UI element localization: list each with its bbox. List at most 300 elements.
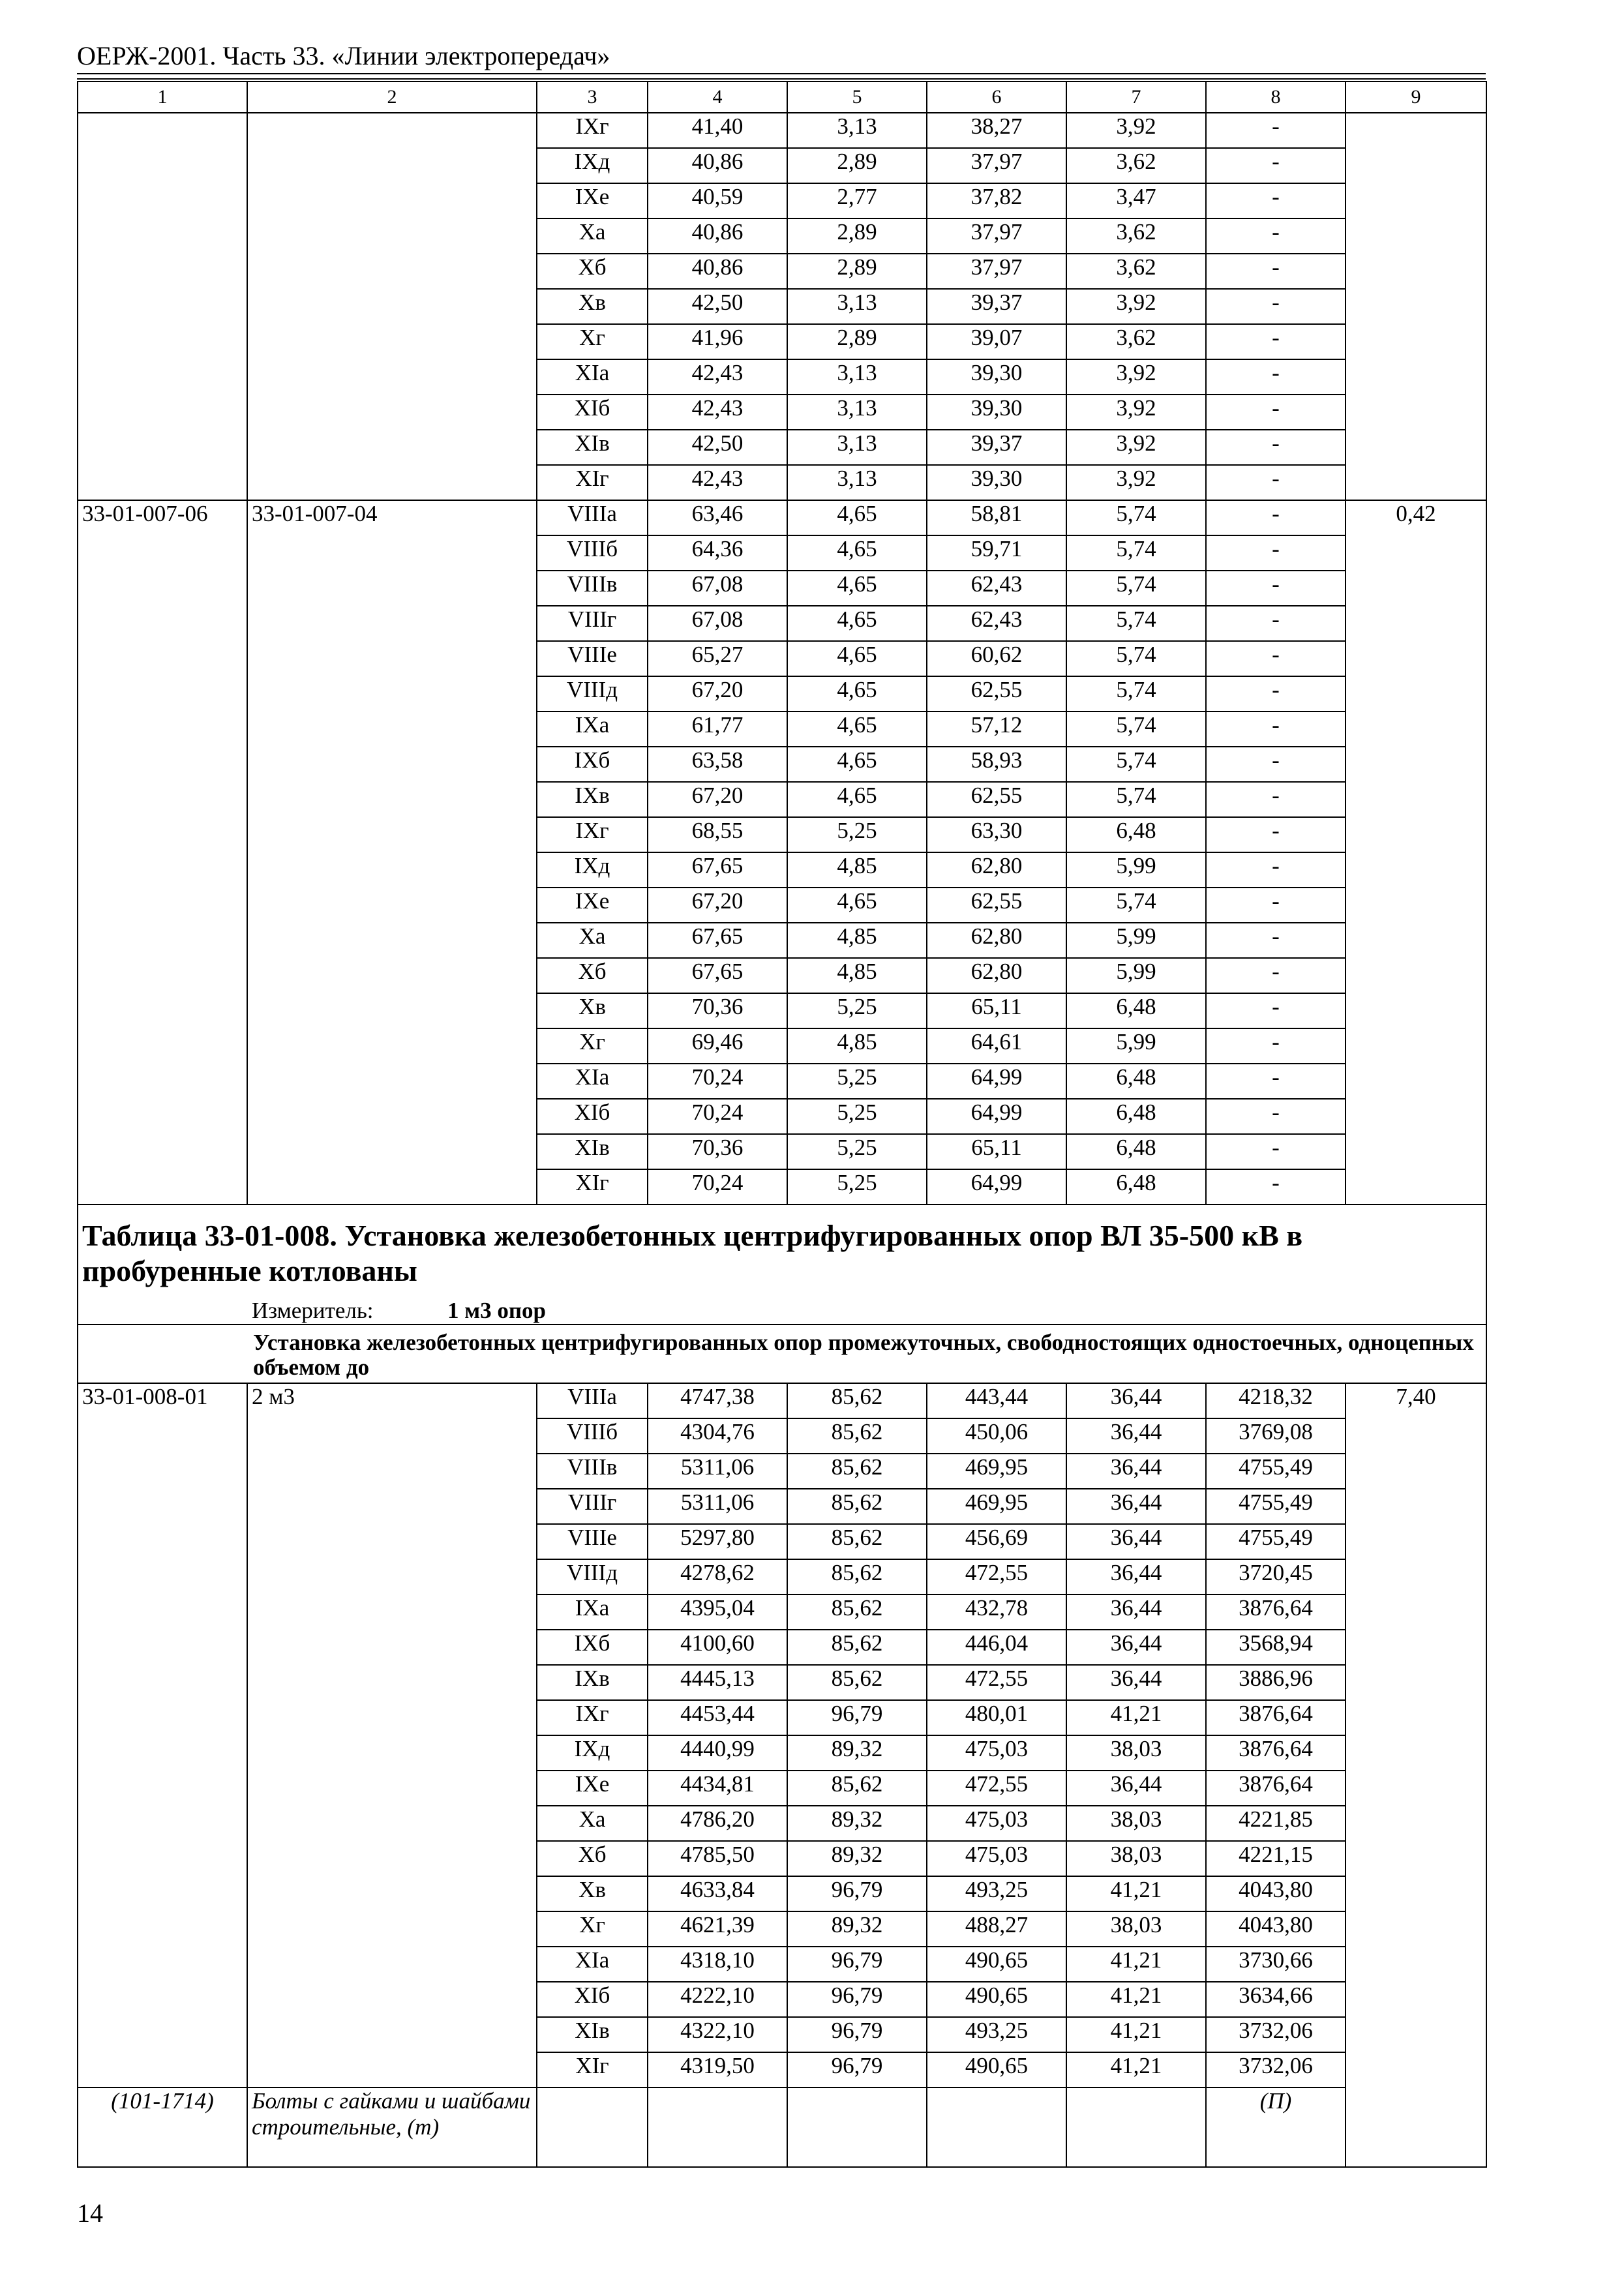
wages-cell: 2,89: [787, 148, 927, 183]
materials-cell: -: [1206, 641, 1346, 676]
region-cell: VIIIб: [537, 1418, 648, 1454]
materials-cell: -: [1206, 430, 1346, 465]
wages-cell: 85,62: [787, 1524, 927, 1559]
column-number: 8: [1206, 82, 1346, 113]
wages-cell: 85,62: [787, 1489, 927, 1524]
machines-cell: 472,55: [927, 1771, 1066, 1806]
machinist-wages-cell: 41,21: [1066, 2052, 1206, 2087]
wages-cell: 4,85: [787, 1028, 927, 1064]
machinist-wages-cell: 5,74: [1066, 711, 1206, 747]
region-cell: Xг: [537, 324, 648, 359]
wages-cell: 89,32: [787, 1806, 927, 1841]
region-cell: VIIIа: [537, 500, 648, 535]
machines-cell: 64,99: [927, 1169, 1066, 1204]
region-cell: XIв: [537, 2017, 648, 2052]
machinist-wages-cell: 5,74: [1066, 535, 1206, 571]
machines-cell: 480,01: [927, 1700, 1066, 1735]
table-title: Таблица 33-01-008. Установка железобетонных центрифугированных опор ВЛ 35-500 кВ в пробуренные котлованы: [78, 1204, 1486, 1291]
empty-cell: [787, 2087, 927, 2167]
wages-cell: 96,79: [787, 1876, 927, 1911]
materials-cell: -: [1206, 993, 1346, 1028]
total-cost-cell: 64,36: [648, 535, 787, 571]
machines-cell: 493,25: [927, 2017, 1066, 2052]
empty-cell: [648, 2087, 787, 2167]
wages-cell: 2,89: [787, 254, 927, 289]
materials-cell: -: [1206, 535, 1346, 571]
machinist-wages-cell: 36,44: [1066, 1559, 1206, 1594]
region-cell: XIг: [537, 2052, 648, 2087]
machinist-wages-cell: 5,99: [1066, 923, 1206, 958]
region-cell: VIIIд: [537, 1559, 648, 1594]
materials-cell: 3876,64: [1206, 1594, 1346, 1630]
machines-cell: 62,80: [927, 852, 1066, 888]
region-cell: IXб: [537, 747, 648, 782]
wages-cell: 3,13: [787, 430, 927, 465]
wages-cell: 85,62: [787, 1559, 927, 1594]
machines-cell: 472,55: [927, 1665, 1066, 1700]
region-cell: VIIIд: [537, 676, 648, 711]
total-cost-cell: 63,58: [648, 747, 787, 782]
total-cost-cell: 5311,06: [648, 1489, 787, 1524]
total-cost-cell: 4395,04: [648, 1594, 787, 1630]
machinist-wages-cell: 5,74: [1066, 500, 1206, 535]
region-cell: IXе: [537, 888, 648, 923]
materials-cell: 4755,49: [1206, 1489, 1346, 1524]
machinist-wages-cell: 3,92: [1066, 430, 1206, 465]
total-cost-cell: 4633,84: [648, 1876, 787, 1911]
machinist-wages-cell: 41,21: [1066, 1947, 1206, 1982]
total-cost-cell: 40,86: [648, 218, 787, 254]
materials-cell: -: [1206, 817, 1346, 852]
machinist-wages-cell: 41,21: [1066, 1876, 1206, 1911]
wages-cell: 85,62: [787, 1454, 927, 1489]
code-cell: 33-01-007-06: [78, 500, 247, 1204]
region-cell: Xв: [537, 993, 648, 1028]
total-cost-cell: 70,24: [648, 1169, 787, 1204]
machinist-wages-cell: 3,62: [1066, 324, 1206, 359]
machinist-wages-cell: 5,74: [1066, 676, 1206, 711]
region-cell: Xв: [537, 289, 648, 324]
materials-cell: -: [1206, 958, 1346, 993]
total-cost-cell: 40,86: [648, 254, 787, 289]
total-cost-cell: 70,36: [648, 1134, 787, 1169]
region-cell: Xб: [537, 1841, 648, 1876]
wages-cell: 3,13: [787, 465, 927, 500]
materials-cell: -: [1206, 852, 1346, 888]
wages-cell: 4,65: [787, 888, 927, 923]
total-cost-cell: 40,86: [648, 148, 787, 183]
machinist-wages-cell: 41,21: [1066, 1982, 1206, 2017]
machines-cell: 58,93: [927, 747, 1066, 782]
materials-cell: 4221,15: [1206, 1841, 1346, 1876]
machines-cell: 37,97: [927, 254, 1066, 289]
materials-cell: 3876,64: [1206, 1700, 1346, 1735]
machinist-wages-cell: 3,92: [1066, 359, 1206, 395]
machines-cell: 64,61: [927, 1028, 1066, 1064]
wages-cell: 4,65: [787, 782, 927, 817]
materials-cell: -: [1206, 888, 1346, 923]
machines-cell: 39,30: [927, 465, 1066, 500]
wages-cell: 3,13: [787, 289, 927, 324]
machines-cell: 39,30: [927, 359, 1066, 395]
machinist-wages-cell: 5,74: [1066, 571, 1206, 606]
wages-cell: 4,85: [787, 958, 927, 993]
wages-cell: 4,65: [787, 747, 927, 782]
materials-cell: -: [1206, 1064, 1346, 1099]
machines-cell: 57,12: [927, 711, 1066, 747]
machines-cell: 39,37: [927, 289, 1066, 324]
machinist-wages-cell: 36,44: [1066, 1454, 1206, 1489]
wages-cell: 4,65: [787, 500, 927, 535]
materials-cell: 3732,06: [1206, 2017, 1346, 2052]
machinist-wages-cell: 5,99: [1066, 852, 1206, 888]
machines-cell: 432,78: [927, 1594, 1066, 1630]
machinist-wages-cell: 5,74: [1066, 782, 1206, 817]
region-cell: VIIIг: [537, 1489, 648, 1524]
machinist-wages-cell: 36,44: [1066, 1383, 1206, 1418]
machines-cell: 38,27: [927, 113, 1066, 148]
machinist-wages-cell: 36,44: [1066, 1524, 1206, 1559]
machines-cell: 62,80: [927, 958, 1066, 993]
total-cost-cell: 42,43: [648, 359, 787, 395]
region-cell: IXд: [537, 1735, 648, 1771]
total-cost-cell: 67,08: [648, 571, 787, 606]
wages-cell: 85,62: [787, 1771, 927, 1806]
materials-cell: -: [1206, 289, 1346, 324]
region-cell: Xг: [537, 1911, 648, 1947]
region-cell: XIа: [537, 1064, 648, 1099]
machines-cell: 475,03: [927, 1735, 1066, 1771]
wages-cell: 89,32: [787, 1735, 927, 1771]
table-row: [78, 500, 1486, 535]
materials-cell: 3568,94: [1206, 1630, 1346, 1665]
materials-cell: -: [1206, 218, 1346, 254]
machinist-wages-cell: 41,21: [1066, 1700, 1206, 1735]
empty-cell: [537, 2087, 648, 2167]
total-cost-cell: 42,50: [648, 289, 787, 324]
wages-cell: 85,62: [787, 1630, 927, 1665]
machinist-wages-cell: 5,99: [1066, 958, 1206, 993]
materials-cell: -: [1206, 359, 1346, 395]
total-cost-cell: 41,40: [648, 113, 787, 148]
total-cost-cell: 65,27: [648, 641, 787, 676]
wages-cell: 89,32: [787, 1911, 927, 1947]
materials-cell: -: [1206, 923, 1346, 958]
machinist-wages-cell: 3,62: [1066, 218, 1206, 254]
region-cell: IXг: [537, 113, 648, 148]
total-cost-cell: 41,96: [648, 324, 787, 359]
materials-cell: 4043,80: [1206, 1911, 1346, 1947]
materials-cell: 4755,49: [1206, 1454, 1346, 1489]
wages-cell: 96,79: [787, 2017, 927, 2052]
materials-cell: 4043,80: [1206, 1876, 1346, 1911]
wages-cell: 4,65: [787, 535, 927, 571]
machinist-wages-cell: 3,62: [1066, 254, 1206, 289]
rates-table: [77, 81, 1487, 2168]
total-cost-cell: 42,43: [648, 465, 787, 500]
machines-cell: 488,27: [927, 1911, 1066, 1947]
total-cost-cell: 4621,39: [648, 1911, 787, 1947]
machinist-wages-cell: 36,44: [1066, 1630, 1206, 1665]
machines-cell: 456,69: [927, 1524, 1066, 1559]
table-row: [78, 1383, 1486, 1418]
total-cost-cell: 70,24: [648, 1099, 787, 1134]
material-row: [78, 2087, 1486, 2167]
materials-cell: -: [1206, 782, 1346, 817]
empty-cell: [927, 2087, 1066, 2167]
materials-cell: 4221,85: [1206, 1806, 1346, 1841]
total-cost-cell: 4747,38: [648, 1383, 787, 1418]
materials-cell: -: [1206, 1099, 1346, 1134]
material-code-cell: (101-1714): [78, 2087, 247, 2167]
machines-cell: 39,07: [927, 324, 1066, 359]
machinist-wages-cell: 36,44: [1066, 1594, 1206, 1630]
wages-cell: 89,32: [787, 1841, 927, 1876]
total-cost-cell: 4222,10: [648, 1982, 787, 2017]
region-cell: VIIIа: [537, 1383, 648, 1418]
machinist-wages-cell: 5,74: [1066, 641, 1206, 676]
wages-cell: 5,25: [787, 993, 927, 1028]
total-cost-cell: 67,08: [648, 606, 787, 641]
machinist-wages-cell: 6,48: [1066, 817, 1206, 852]
machinist-wages-cell: 3,62: [1066, 148, 1206, 183]
machinist-wages-cell: 5,99: [1066, 1028, 1206, 1064]
wages-cell: 4,65: [787, 641, 927, 676]
region-cell: VIIIе: [537, 1524, 648, 1559]
wages-cell: 4,65: [787, 676, 927, 711]
wages-cell: 5,25: [787, 1064, 927, 1099]
materials-cell: -: [1206, 148, 1346, 183]
region-cell: VIIIв: [537, 571, 648, 606]
region-cell: IXд: [537, 148, 648, 183]
region-cell: XIг: [537, 465, 648, 500]
wages-cell: 3,13: [787, 395, 927, 430]
machinist-wages-cell: 38,03: [1066, 1841, 1206, 1876]
column-number: 2: [247, 82, 537, 113]
materials-cell: -: [1206, 747, 1346, 782]
region-cell: IXг: [537, 817, 648, 852]
measure-cell: [78, 1291, 1486, 1324]
region-cell: XIб: [537, 395, 648, 430]
region-cell: IXа: [537, 1594, 648, 1630]
page-header: ОЕРЖ-2001. Часть 33. «Линии электропередач»: [77, 41, 610, 70]
total-cost-cell: 67,20: [648, 676, 787, 711]
machinist-wages-cell: 3,92: [1066, 113, 1206, 148]
measure-label: Измеритель:: [252, 1298, 374, 1323]
machines-cell: 39,37: [927, 430, 1066, 465]
region-cell: IXв: [537, 782, 648, 817]
machinist-wages-cell: 5,74: [1066, 747, 1206, 782]
total-cost-cell: 4453,44: [648, 1700, 787, 1735]
materials-cell: 3876,64: [1206, 1735, 1346, 1771]
material-type-cell: (П): [1206, 2087, 1346, 2167]
table-caption-row: [78, 1204, 1486, 1291]
total-cost-cell: 4786,20: [648, 1806, 787, 1841]
machinist-wages-cell: 3,92: [1066, 289, 1206, 324]
machinist-wages-cell: 3,92: [1066, 395, 1206, 430]
machines-cell: 63,30: [927, 817, 1066, 852]
machines-cell: 37,82: [927, 183, 1066, 218]
wages-cell: 4,85: [787, 852, 927, 888]
wages-cell: 96,79: [787, 1947, 927, 1982]
region-cell: VIIIб: [537, 535, 648, 571]
rates-table-body: [78, 82, 1486, 2167]
total-cost-cell: 70,36: [648, 993, 787, 1028]
total-cost-cell: 40,59: [648, 183, 787, 218]
machines-cell: 65,11: [927, 993, 1066, 1028]
machines-cell: 62,43: [927, 571, 1066, 606]
machines-cell: 62,80: [927, 923, 1066, 958]
machinist-wages-cell: 38,03: [1066, 1911, 1206, 1947]
region-cell: IXг: [537, 1700, 648, 1735]
region-cell: IXб: [537, 1630, 648, 1665]
name-cell: 2 м3: [247, 1383, 537, 2087]
total-cost-cell: 63,46: [648, 500, 787, 535]
machines-cell: 37,97: [927, 218, 1066, 254]
region-cell: Xа: [537, 923, 648, 958]
code-cell: 33-01-008-01: [78, 1383, 247, 2087]
machines-cell: 59,71: [927, 535, 1066, 571]
materials-cell: 3720,45: [1206, 1559, 1346, 1594]
page-number: 14: [77, 2198, 103, 2228]
machines-cell: 475,03: [927, 1806, 1066, 1841]
total-cost-cell: 42,50: [648, 430, 787, 465]
region-cell: IXв: [537, 1665, 648, 1700]
header-rule: [77, 73, 1486, 74]
materials-cell: -: [1206, 711, 1346, 747]
machinist-wages-cell: 5,74: [1066, 606, 1206, 641]
total-cost-cell: 4304,76: [648, 1418, 787, 1454]
total-cost-cell: 4440,99: [648, 1735, 787, 1771]
machines-cell: 64,99: [927, 1064, 1066, 1099]
measure-row: [78, 1291, 1486, 1324]
machinist-wages-cell: 6,48: [1066, 1134, 1206, 1169]
total-cost-cell: 4434,81: [648, 1771, 787, 1806]
machines-cell: 446,04: [927, 1630, 1066, 1665]
labor-cell: 7,40: [1346, 1383, 1486, 2167]
materials-cell: 3732,06: [1206, 2052, 1346, 2087]
machinist-wages-cell: 38,03: [1066, 1735, 1206, 1771]
total-cost-cell: 4322,10: [648, 2017, 787, 2052]
machinist-wages-cell: 3,92: [1066, 465, 1206, 500]
wages-cell: 2,77: [787, 183, 927, 218]
machinist-wages-cell: 6,48: [1066, 993, 1206, 1028]
materials-cell: -: [1206, 606, 1346, 641]
region-cell: Xг: [537, 1028, 648, 1064]
machinist-wages-cell: 6,48: [1066, 1169, 1206, 1204]
total-cost-cell: 68,55: [648, 817, 787, 852]
description-row: [78, 1324, 1486, 1383]
materials-cell: 3876,64: [1206, 1771, 1346, 1806]
total-cost-cell: 67,20: [648, 888, 787, 923]
region-cell: Xб: [537, 958, 648, 993]
region-cell: XIб: [537, 1982, 648, 2017]
total-cost-cell: 42,43: [648, 395, 787, 430]
machinist-wages-cell: 3,47: [1066, 183, 1206, 218]
labor-cell: 0,42: [1346, 500, 1486, 1204]
region-cell: VIIIе: [537, 641, 648, 676]
materials-cell: -: [1206, 324, 1346, 359]
machines-cell: 490,65: [927, 1982, 1066, 2017]
region-cell: VIIIв: [537, 1454, 648, 1489]
wages-cell: 5,25: [787, 1099, 927, 1134]
materials-cell: -: [1206, 113, 1346, 148]
wages-cell: 4,65: [787, 711, 927, 747]
wages-cell: 85,62: [787, 1418, 927, 1454]
materials-cell: -: [1206, 183, 1346, 218]
wages-cell: 2,89: [787, 218, 927, 254]
total-cost-cell: 4100,60: [648, 1630, 787, 1665]
region-cell: XIб: [537, 1099, 648, 1134]
machinist-wages-cell: 38,03: [1066, 1806, 1206, 1841]
machines-cell: 62,55: [927, 676, 1066, 711]
machines-cell: 450,06: [927, 1418, 1066, 1454]
total-cost-cell: 4785,50: [648, 1841, 787, 1876]
wages-cell: 85,62: [787, 1594, 927, 1630]
name-cell: 33-01-007-04: [247, 500, 537, 1204]
machines-cell: 490,65: [927, 2052, 1066, 2087]
measure-value: 1 м3 опор: [447, 1298, 546, 1323]
total-cost-cell: 4278,62: [648, 1559, 787, 1594]
materials-cell: 3634,66: [1206, 1982, 1346, 2017]
total-cost-cell: 70,24: [648, 1064, 787, 1099]
material-name-cell: Болты с гайками и шайбами строительные, (т): [247, 2087, 537, 2167]
materials-cell: 4218,32: [1206, 1383, 1346, 1418]
region-cell: XIа: [537, 1947, 648, 1982]
region-cell: Xб: [537, 254, 648, 289]
machines-cell: 490,65: [927, 1947, 1066, 1982]
materials-cell: -: [1206, 1134, 1346, 1169]
machines-cell: 62,55: [927, 888, 1066, 923]
materials-cell: -: [1206, 676, 1346, 711]
materials-cell: 3769,08: [1206, 1418, 1346, 1454]
machines-cell: 65,11: [927, 1134, 1066, 1169]
machinist-wages-cell: 36,44: [1066, 1418, 1206, 1454]
machines-cell: 62,55: [927, 782, 1066, 817]
total-cost-cell: 4445,13: [648, 1665, 787, 1700]
wages-cell: 3,13: [787, 359, 927, 395]
materials-cell: -: [1206, 465, 1346, 500]
machines-cell: 469,95: [927, 1489, 1066, 1524]
materials-cell: -: [1206, 500, 1346, 535]
materials-cell: -: [1206, 395, 1346, 430]
machines-cell: 58,81: [927, 500, 1066, 535]
total-cost-cell: 67,65: [648, 852, 787, 888]
machines-cell: 443,44: [927, 1383, 1066, 1418]
machinist-wages-cell: 5,74: [1066, 888, 1206, 923]
machines-cell: 37,97: [927, 148, 1066, 183]
materials-cell: -: [1206, 571, 1346, 606]
machinist-wages-cell: 6,48: [1066, 1099, 1206, 1134]
wages-cell: 3,13: [787, 113, 927, 148]
machinist-wages-cell: 6,48: [1066, 1064, 1206, 1099]
machines-cell: 469,95: [927, 1454, 1066, 1489]
machines-cell: 39,30: [927, 395, 1066, 430]
region-cell: IXа: [537, 711, 648, 747]
region-cell: IXе: [537, 1771, 648, 1806]
materials-cell: -: [1206, 1028, 1346, 1064]
region-cell: XIв: [537, 1134, 648, 1169]
labor-cell: [1346, 113, 1486, 500]
column-number: 3: [537, 82, 648, 113]
region-cell: VIIIг: [537, 606, 648, 641]
total-cost-cell: 67,65: [648, 923, 787, 958]
total-cost-cell: 5311,06: [648, 1454, 787, 1489]
wages-cell: 85,62: [787, 1383, 927, 1418]
region-cell: Xв: [537, 1876, 648, 1911]
region-cell: Xа: [537, 1806, 648, 1841]
wages-cell: 5,25: [787, 817, 927, 852]
